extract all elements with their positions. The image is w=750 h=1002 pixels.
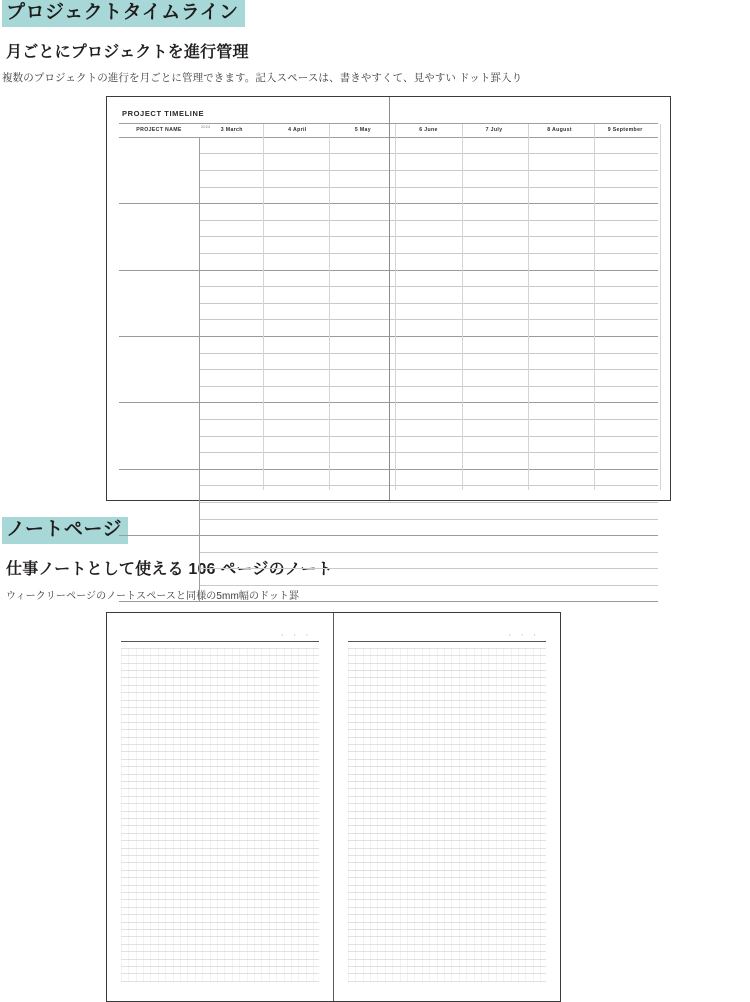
section-headline-timeline: 月ごとにプロジェクトを進行管理: [6, 43, 249, 61]
timeline-month-cell[interactable]: [527, 436, 593, 453]
timeline-month-cell[interactable]: [330, 569, 396, 586]
timeline-month-cell[interactable]: [396, 502, 462, 519]
timeline-month-cell[interactable]: [396, 303, 462, 320]
timeline-month-cell[interactable]: [265, 204, 331, 221]
timeline-month-cell[interactable]: [396, 569, 462, 586]
timeline-project-name-cell[interactable]: [119, 585, 199, 602]
timeline-month-cell[interactable]: [330, 353, 396, 370]
timeline-month-cell[interactable]: [199, 187, 265, 204]
timeline-project-name-cell[interactable]: [119, 336, 199, 353]
timeline-month-cell[interactable]: [527, 370, 593, 387]
timeline-month-cell[interactable]: [592, 204, 658, 221]
timeline-month-cell[interactable]: [527, 204, 593, 221]
timeline-month-cell[interactable]: [592, 552, 658, 569]
section-headline-note: 仕事ノートとして使える 106 ページのノート: [6, 560, 333, 578]
timeline-month-cell[interactable]: [527, 320, 593, 337]
timeline-month-cell[interactable]: [527, 137, 593, 154]
timeline-month-cell[interactable]: [592, 419, 658, 436]
timeline-project-name-cell[interactable]: [119, 502, 199, 519]
timeline-month-cell[interactable]: [330, 287, 396, 304]
timeline-year-mark: 2024: [201, 124, 211, 129]
timeline-month-cell[interactable]: [461, 237, 527, 254]
timeline-month-cell[interactable]: [592, 287, 658, 304]
timeline-month-cell[interactable]: [461, 370, 527, 387]
timeline-month-cell[interactable]: [396, 137, 462, 154]
timeline-month-cell[interactable]: [592, 585, 658, 602]
timeline-project-name-cell[interactable]: [119, 552, 199, 569]
timeline-month-cell[interactable]: [527, 486, 593, 503]
timeline-column-header: [199, 123, 265, 137]
timeline-project-name-cell[interactable]: [119, 386, 199, 403]
timeline-month-cell[interactable]: [330, 386, 396, 403]
timeline-month-cell[interactable]: [265, 403, 331, 420]
timeline-project-name-cell[interactable]: [119, 303, 199, 320]
section-description-note: ウィークリーページのノートスペースと同様の5mm幅のドット罫: [6, 590, 300, 602]
timeline-month-cell[interactable]: [330, 419, 396, 436]
timeline-month-cell[interactable]: [527, 386, 593, 403]
timeline-month-cell[interactable]: [527, 237, 593, 254]
timeline-project-name-cell[interactable]: [119, 154, 199, 171]
timeline-month-cell[interactable]: [396, 403, 462, 420]
timeline-month-cell[interactable]: [330, 137, 396, 154]
timeline-month-cell[interactable]: [396, 237, 462, 254]
timeline-month-cell[interactable]: [199, 287, 265, 304]
timeline-month-cell[interactable]: [330, 303, 396, 320]
timeline-month-cell[interactable]: [461, 287, 527, 304]
timeline-month-cell[interactable]: [199, 270, 265, 287]
timeline-month-cell[interactable]: [199, 137, 265, 154]
timeline-column-header: [330, 123, 396, 137]
timeline-month-cell[interactable]: [265, 137, 331, 154]
timeline-month-cell[interactable]: [330, 403, 396, 420]
note-page-left: [107, 613, 334, 1001]
timeline-month-cell[interactable]: [199, 220, 265, 237]
timeline-month-cell[interactable]: [461, 585, 527, 602]
timeline-project-name-cell[interactable]: [119, 486, 199, 503]
timeline-month-cell[interactable]: [461, 336, 527, 353]
timeline-month-cell[interactable]: [592, 536, 658, 553]
timeline-month-cell[interactable]: [461, 469, 527, 486]
project-timeline-spread: [106, 96, 671, 501]
timeline-month-cell[interactable]: [527, 336, 593, 353]
timeline-month-cell[interactable]: [330, 204, 396, 221]
timeline-project-name-cell[interactable]: [119, 237, 199, 254]
timeline-month-cell[interactable]: [396, 204, 462, 221]
timeline-month-cell[interactable]: [527, 270, 593, 287]
timeline-month-cell[interactable]: [265, 453, 331, 470]
timeline-month-cell[interactable]: [592, 171, 658, 188]
timeline-column-label: 5 May: [354, 127, 371, 134]
timeline-month-cell[interactable]: [330, 270, 396, 287]
timeline-month-cell[interactable]: [199, 585, 265, 602]
timeline-row[interactable]: [119, 585, 658, 602]
timeline-month-cell[interactable]: [330, 486, 396, 503]
timeline-month-cell[interactable]: [527, 519, 593, 536]
timeline-month-cell[interactable]: [461, 187, 527, 204]
timeline-month-cell[interactable]: [461, 419, 527, 436]
timeline-month-cell[interactable]: [330, 336, 396, 353]
timeline-month-cell[interactable]: [265, 436, 331, 453]
timeline-month-cell[interactable]: [527, 419, 593, 436]
timeline-project-name-cell[interactable]: [119, 569, 199, 586]
timeline-month-cell[interactable]: [199, 320, 265, 337]
timeline-row[interactable]: [119, 519, 658, 536]
timeline-month-cell[interactable]: [461, 270, 527, 287]
timeline-month-cell[interactable]: [265, 320, 331, 337]
timeline-month-cell[interactable]: [199, 204, 265, 221]
timeline-column-label: 4 April: [288, 127, 307, 134]
timeline-month-cell[interactable]: [527, 453, 593, 470]
timeline-month-cell[interactable]: [199, 486, 265, 503]
section-description-timeline: 複数のプロジェクトの進行を月ごとに管理できます。記入スペースは、書きやすくて、見やすい ドット罫入り: [2, 71, 523, 84]
timeline-month-cell[interactable]: [461, 137, 527, 154]
timeline-month-cell[interactable]: [199, 171, 265, 188]
timeline-month-cell[interactable]: [265, 419, 331, 436]
timeline-month-cell[interactable]: [330, 370, 396, 387]
timeline-month-cell[interactable]: [461, 204, 527, 221]
timeline-month-cell[interactable]: [199, 552, 265, 569]
timeline-month-cell[interactable]: [265, 569, 331, 586]
timeline-month-cell[interactable]: [592, 154, 658, 171]
timeline-month-cell[interactable]: [396, 469, 462, 486]
timeline-month-cell[interactable]: [592, 353, 658, 370]
timeline-month-cell[interactable]: [199, 353, 265, 370]
timeline-month-cell[interactable]: [199, 386, 265, 403]
timeline-month-cell[interactable]: [265, 237, 331, 254]
note-header-line-right: [348, 627, 547, 642]
timeline-month-cell[interactable]: [592, 453, 658, 470]
timeline-column-divider: [263, 124, 264, 490]
timeline-month-cell[interactable]: [396, 519, 462, 536]
timeline-month-cell[interactable]: [527, 254, 593, 271]
section-tag-note: ノートページ: [2, 517, 128, 544]
timeline-month-cell[interactable]: [527, 154, 593, 171]
timeline-month-cell[interactable]: [330, 154, 396, 171]
timeline-month-cell[interactable]: [592, 403, 658, 420]
timeline-month-cell[interactable]: [265, 386, 331, 403]
timeline-month-cell[interactable]: [330, 220, 396, 237]
timeline-month-cell[interactable]: [265, 154, 331, 171]
timeline-month-cell[interactable]: [199, 370, 265, 387]
timeline-month-cell[interactable]: [527, 502, 593, 519]
timeline-month-cell[interactable]: [199, 502, 265, 519]
timeline-month-cell[interactable]: [527, 469, 593, 486]
note-page-right: [334, 613, 561, 1001]
timeline-column-header: [527, 123, 593, 137]
timeline-project-name-cell[interactable]: [119, 187, 199, 204]
timeline-month-cell[interactable]: [199, 336, 265, 353]
timeline-column-label: 7 July: [485, 127, 503, 134]
timeline-month-cell[interactable]: [592, 336, 658, 353]
timeline-column-divider: [395, 124, 396, 490]
timeline-month-cell[interactable]: [199, 469, 265, 486]
timeline-month-cell[interactable]: [461, 403, 527, 420]
timeline-month-cell[interactable]: [199, 237, 265, 254]
timeline-month-cell[interactable]: [396, 386, 462, 403]
timeline-project-name-cell[interactable]: [119, 453, 199, 470]
timeline-month-cell[interactable]: [265, 303, 331, 320]
timeline-month-cell[interactable]: [592, 386, 658, 403]
timeline-month-cell[interactable]: [265, 585, 331, 602]
timeline-month-cell[interactable]: [592, 519, 658, 536]
timeline-column-header: [396, 123, 462, 137]
timeline-month-cell[interactable]: [330, 187, 396, 204]
timeline-column-header: [265, 123, 331, 137]
timeline-month-cell[interactable]: [330, 453, 396, 470]
timeline-month-cell[interactable]: [527, 536, 593, 553]
timeline-month-cell[interactable]: [396, 536, 462, 553]
timeline-column-divider: [329, 124, 330, 490]
timeline-month-cell[interactable]: [592, 436, 658, 453]
timeline-month-cell[interactable]: [527, 585, 593, 602]
timeline-month-cell[interactable]: [461, 519, 527, 536]
timeline-project-name-cell[interactable]: [119, 287, 199, 304]
timeline-column-label: 8 August: [547, 127, 572, 134]
timeline-month-cell[interactable]: [265, 287, 331, 304]
timeline-month-cell[interactable]: [265, 254, 331, 271]
timeline-column-label: PROJECT NAME: [136, 127, 182, 134]
timeline-project-name-cell[interactable]: [119, 536, 199, 553]
timeline-month-cell[interactable]: [396, 585, 462, 602]
timeline-month-cell[interactable]: [592, 502, 658, 519]
timeline-center-gutter: [389, 97, 390, 500]
timeline-project-name-cell[interactable]: [119, 353, 199, 370]
timeline-month-cell[interactable]: [461, 154, 527, 171]
timeline-month-cell[interactable]: [461, 303, 527, 320]
timeline-project-name-cell[interactable]: [119, 320, 199, 337]
timeline-month-cell[interactable]: [396, 320, 462, 337]
note-ruling-left: [121, 648, 319, 982]
timeline-month-cell[interactable]: [396, 287, 462, 304]
timeline-column-header: [592, 123, 658, 137]
timeline-column-header: [461, 123, 527, 137]
note-header-dots-right: ・ ・ ・: [507, 632, 540, 639]
timeline-month-cell[interactable]: [265, 220, 331, 237]
timeline-month-cell[interactable]: [396, 419, 462, 436]
timeline-month-cell[interactable]: [527, 552, 593, 569]
timeline-month-cell[interactable]: [396, 353, 462, 370]
timeline-month-cell[interactable]: [265, 469, 331, 486]
timeline-month-cell[interactable]: [396, 220, 462, 237]
timeline-project-name-cell[interactable]: [119, 519, 199, 536]
timeline-month-cell[interactable]: [330, 171, 396, 188]
timeline-month-cell[interactable]: [265, 270, 331, 287]
note-ruling-right: [348, 648, 547, 982]
timeline-month-cell[interactable]: [461, 353, 527, 370]
timeline-project-name-cell[interactable]: [119, 436, 199, 453]
timeline-month-cell[interactable]: [330, 502, 396, 519]
timeline-column-label: 6 June: [419, 127, 438, 134]
timeline-month-cell[interactable]: [265, 370, 331, 387]
timeline-month-cell[interactable]: [396, 336, 462, 353]
timeline-month-cell[interactable]: [461, 254, 527, 271]
timeline-month-cell[interactable]: [461, 552, 527, 569]
timeline-month-cell[interactable]: [396, 187, 462, 204]
timeline-month-cell[interactable]: [396, 171, 462, 188]
timeline-project-name-cell[interactable]: [119, 220, 199, 237]
timeline-project-name-cell[interactable]: [119, 403, 199, 420]
timeline-month-cell[interactable]: [527, 287, 593, 304]
timeline-month-cell[interactable]: [461, 536, 527, 553]
timeline-month-cell[interactable]: [527, 353, 593, 370]
timeline-month-cell[interactable]: [592, 469, 658, 486]
timeline-row[interactable]: [119, 569, 658, 586]
timeline-month-cell[interactable]: [592, 254, 658, 271]
timeline-month-cell[interactable]: [199, 519, 265, 536]
timeline-month-cell[interactable]: [265, 171, 331, 188]
timeline-month-cell[interactable]: [527, 303, 593, 320]
timeline-month-cell[interactable]: [199, 569, 265, 586]
timeline-project-name-cell[interactable]: [119, 254, 199, 271]
timeline-month-cell[interactable]: [396, 370, 462, 387]
timeline-month-cell[interactable]: [527, 569, 593, 586]
timeline-month-cell[interactable]: [592, 220, 658, 237]
note-header-line-left: [121, 627, 319, 642]
timeline-month-cell[interactable]: [265, 502, 331, 519]
timeline-month-cell[interactable]: [199, 403, 265, 420]
section-timeline-tag-wrap: [0, 0, 750, 27]
note-page-spread: [106, 612, 561, 1002]
timeline-month-cell[interactable]: [461, 220, 527, 237]
timeline-month-cell[interactable]: [461, 386, 527, 403]
timeline-month-cell[interactable]: [527, 403, 593, 420]
timeline-month-cell[interactable]: [461, 436, 527, 453]
timeline-month-cell[interactable]: [199, 419, 265, 436]
section-tag-timeline: プロジェクトタイムライン: [2, 0, 245, 27]
timeline-month-cell[interactable]: [592, 569, 658, 586]
timeline-project-name-cell[interactable]: [119, 137, 199, 154]
timeline-month-cell[interactable]: [461, 569, 527, 586]
timeline-row[interactable]: [119, 502, 658, 519]
timeline-column-label: 3 March: [220, 127, 243, 134]
timeline-month-cell[interactable]: [592, 270, 658, 287]
timeline-column-divider: [528, 124, 529, 490]
timeline-month-cell[interactable]: [330, 436, 396, 453]
timeline-month-cell[interactable]: [396, 254, 462, 271]
timeline-column-label: 9 September: [607, 127, 643, 134]
timeline-month-cell[interactable]: [199, 536, 265, 553]
timeline-project-name-cell[interactable]: [119, 171, 199, 188]
timeline-month-cell[interactable]: [396, 270, 462, 287]
timeline-month-cell[interactable]: [396, 486, 462, 503]
timeline-column-divider: [594, 124, 595, 490]
timeline-month-cell[interactable]: [461, 486, 527, 503]
timeline-column-divider: [462, 124, 463, 490]
timeline-row[interactable]: [119, 552, 658, 569]
timeline-month-cell[interactable]: [265, 187, 331, 204]
timeline-month-cell[interactable]: [265, 353, 331, 370]
timeline-project-name-cell[interactable]: [119, 270, 199, 287]
timeline-month-cell[interactable]: [396, 436, 462, 453]
timeline-month-cell[interactable]: [461, 453, 527, 470]
timeline-month-cell[interactable]: [330, 536, 396, 553]
timeline-month-cell[interactable]: [592, 320, 658, 337]
timeline-project-name-cell[interactable]: [119, 469, 199, 486]
note-header-dots-left: ・ ・ ・: [279, 632, 313, 639]
timeline-project-name-cell[interactable]: [119, 370, 199, 387]
timeline-month-cell[interactable]: [396, 552, 462, 569]
timeline-month-cell[interactable]: [592, 137, 658, 154]
timeline-month-cell[interactable]: [461, 320, 527, 337]
timeline-month-cell[interactable]: [330, 469, 396, 486]
timeline-month-cell[interactable]: [592, 187, 658, 204]
timeline-month-cell[interactable]: [199, 436, 265, 453]
timeline-month-cell[interactable]: [330, 585, 396, 602]
timeline-project-name-cell[interactable]: [119, 204, 199, 221]
timeline-month-cell[interactable]: [592, 370, 658, 387]
timeline-month-cell[interactable]: [527, 220, 593, 237]
timeline-month-cell[interactable]: [527, 171, 593, 188]
timeline-month-cell[interactable]: [199, 254, 265, 271]
timeline-month-cell[interactable]: [265, 536, 331, 553]
timeline-column-divider: [660, 124, 661, 490]
timeline-month-cell[interactable]: [265, 519, 331, 536]
timeline-month-cell[interactable]: [461, 171, 527, 188]
timeline-month-cell[interactable]: [396, 154, 462, 171]
timeline-title: PROJECT TIMELINE: [122, 108, 205, 118]
timeline-project-name-cell[interactable]: [119, 419, 199, 436]
timeline-month-cell[interactable]: [199, 303, 265, 320]
timeline-column-header: [119, 123, 199, 137]
timeline-row[interactable]: [119, 536, 658, 553]
timeline-month-cell[interactable]: [199, 154, 265, 171]
timeline-month-cell[interactable]: [592, 237, 658, 254]
timeline-month-cell[interactable]: [592, 303, 658, 320]
timeline-month-cell[interactable]: [330, 320, 396, 337]
timeline-month-cell[interactable]: [330, 519, 396, 536]
timeline-month-cell[interactable]: [592, 486, 658, 503]
timeline-month-cell[interactable]: [265, 552, 331, 569]
timeline-month-cell[interactable]: [461, 502, 527, 519]
timeline-month-cell[interactable]: [199, 453, 265, 470]
timeline-month-cell[interactable]: [330, 552, 396, 569]
timeline-month-cell[interactable]: [527, 187, 593, 204]
timeline-month-cell[interactable]: [330, 254, 396, 271]
timeline-month-cell[interactable]: [396, 453, 462, 470]
timeline-month-cell[interactable]: [265, 486, 331, 503]
timeline-month-cell[interactable]: [330, 237, 396, 254]
timeline-month-cell[interactable]: [265, 336, 331, 353]
